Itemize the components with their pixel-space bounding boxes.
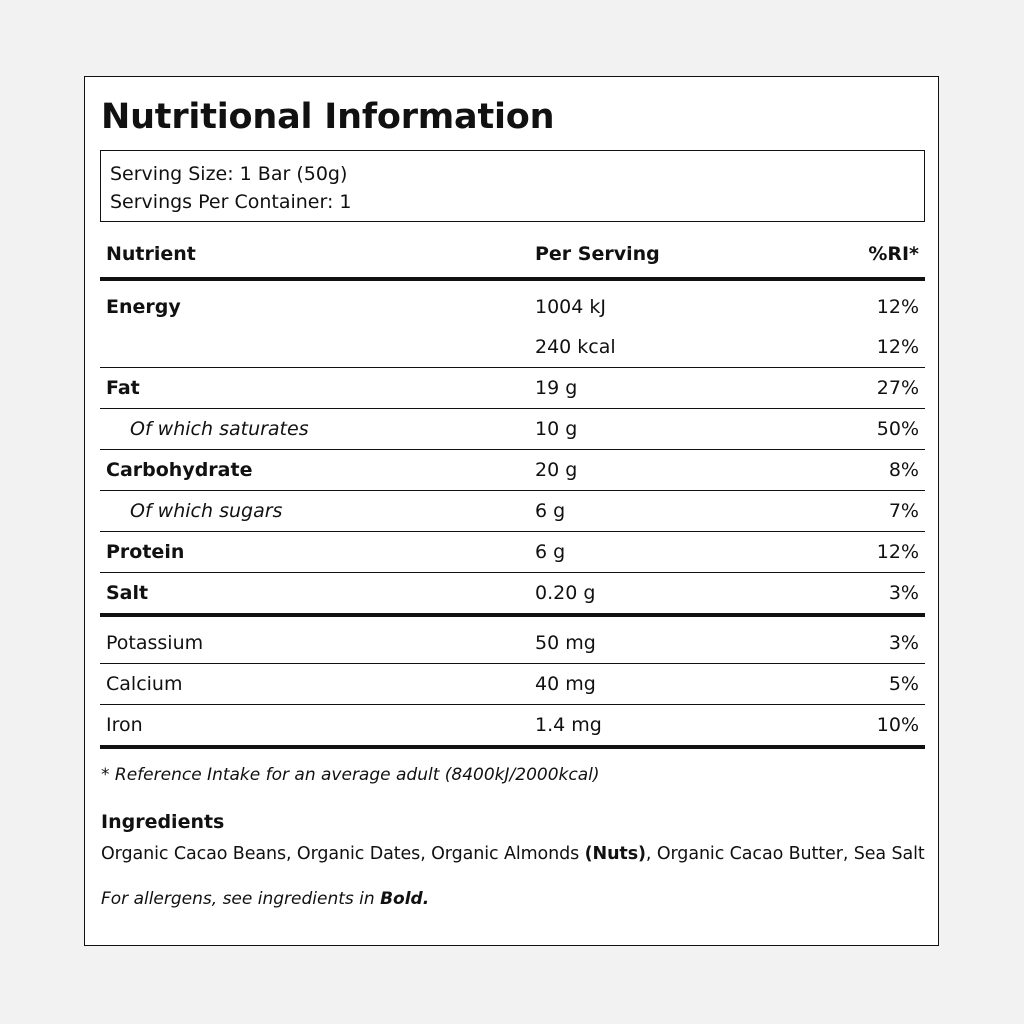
nutrient-ri: 5% xyxy=(799,664,925,705)
allergen-note xyxy=(101,889,429,909)
nutrient-name: Salt xyxy=(100,573,529,616)
allergen-note-text: For allergens, see ingredients in xyxy=(101,889,381,909)
ingredients-text xyxy=(101,844,925,864)
table-header-row xyxy=(100,225,925,279)
nutrient-ri: 3% xyxy=(799,615,925,664)
header-per-serving: Per Serving xyxy=(529,225,799,279)
nutrient-value: 6 g xyxy=(529,532,799,573)
nutrient-value: 10 g xyxy=(529,409,799,450)
table-row xyxy=(100,491,925,532)
ingredients-after: , Organic Cacao Butter, Sea Salt xyxy=(645,844,925,864)
page-title: Nutritional Information xyxy=(101,97,555,137)
allergen-note-bold: Bold. xyxy=(380,889,430,909)
nutrient-value: 40 mg xyxy=(529,664,799,705)
nutrient-ri: 12% xyxy=(876,296,919,318)
ingredients-title: Ingredients xyxy=(101,811,225,833)
table-row xyxy=(100,409,925,450)
nutrient-ri: 10% xyxy=(799,705,925,748)
table-row xyxy=(100,532,925,573)
serving-size: Serving Size: 1 Bar (50g) xyxy=(110,163,348,185)
table-row xyxy=(100,664,925,705)
nutrient-ri: 8% xyxy=(799,450,925,491)
nutrition-table xyxy=(100,225,925,749)
table-row xyxy=(100,705,925,748)
table-row xyxy=(100,368,925,409)
nutrient-value: 6 g xyxy=(529,491,799,532)
table-row xyxy=(100,450,925,491)
nutrient-name: Of which sugars xyxy=(100,491,529,532)
nutrient-value: 50 mg xyxy=(529,615,799,664)
nutrient-value: 20 g xyxy=(529,450,799,491)
table-row xyxy=(100,327,925,368)
nutrient-value: 1004 kJ xyxy=(535,296,606,318)
nutrient-ri: 12% xyxy=(799,532,925,573)
table-row xyxy=(100,279,925,327)
nutrient-value: 19 g xyxy=(529,368,799,409)
serving-info-box xyxy=(100,150,925,222)
nutrient-ri: 12% xyxy=(799,327,925,368)
nutrient-ri: 27% xyxy=(799,368,925,409)
nutrient-value: 1.4 mg xyxy=(529,705,799,748)
ingredients-before: Organic Cacao Beans, Organic Dates, Organic Almonds xyxy=(101,844,585,864)
table-row xyxy=(100,573,925,616)
nutrient-name: Calcium xyxy=(100,664,529,705)
nutrient-ri: 3% xyxy=(799,573,925,616)
header-nutrient: Nutrient xyxy=(100,225,529,279)
nutrient-value: 0.20 g xyxy=(529,573,799,616)
nutrient-name: Protein xyxy=(100,532,529,573)
allergen-highlight: (Nuts) xyxy=(584,844,646,864)
nutrient-name: Energy xyxy=(106,296,181,318)
nutrient-ri: 50% xyxy=(799,409,925,450)
nutrient-name xyxy=(100,327,529,368)
nutrient-name: Fat xyxy=(100,368,529,409)
nutrient-name: Potassium xyxy=(100,615,529,664)
nutrient-name: Iron xyxy=(100,705,529,748)
table-row xyxy=(100,615,925,664)
nutrient-name: Of which saturates xyxy=(100,409,529,450)
header-ri: %RI* xyxy=(799,225,925,279)
nutrient-ri: 7% xyxy=(799,491,925,532)
ri-footnote: * Reference Intake for an average adult (8400kJ/2000kcal) xyxy=(101,765,600,785)
nutrient-name: Carbohydrate xyxy=(100,450,529,491)
nutrition-panel xyxy=(84,76,939,946)
servings-per-container: Servings Per Container: 1 xyxy=(110,191,352,213)
nutrient-value: 240 kcal xyxy=(529,327,799,368)
